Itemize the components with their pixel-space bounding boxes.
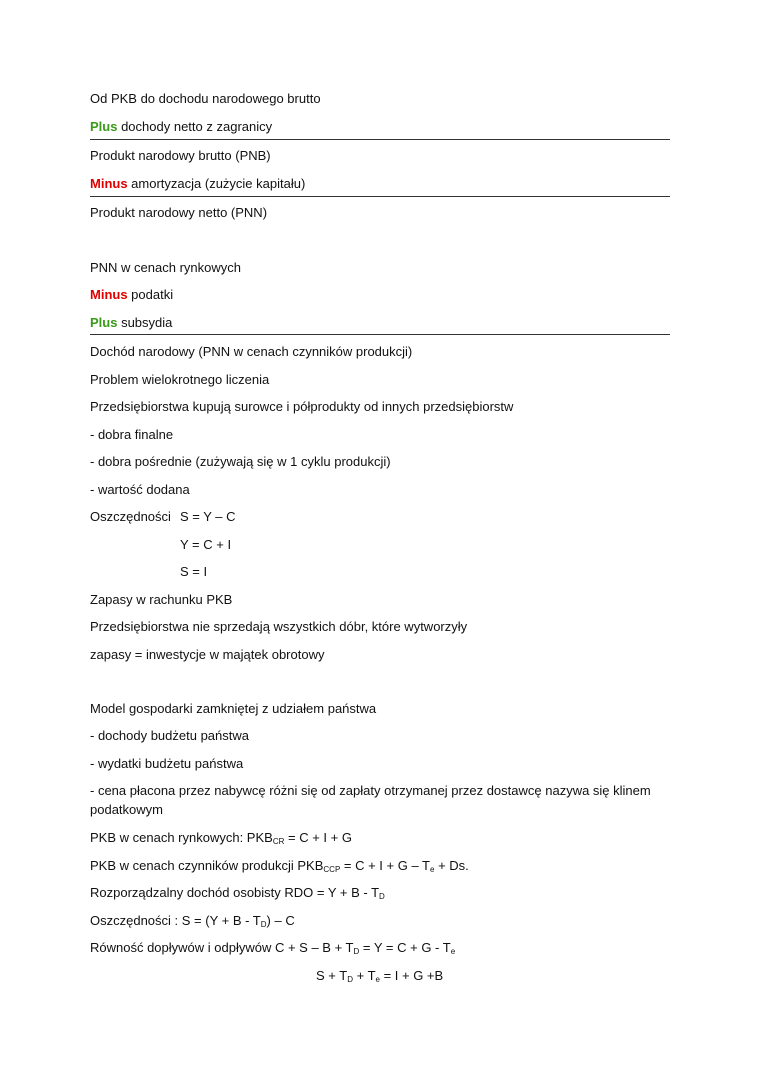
bullet-intermediate-goods: - dobra pośrednie (zużywają się w 1 cyklu produkcji) (90, 454, 391, 469)
plus-keyword: Plus (90, 119, 118, 134)
pkb-factor-prices: PKB w cenach czynników produkcji $PKB_{CCP} = C + I + G - T_e + Ds$. (90, 858, 469, 874)
disposable-income: Rozporządzalny dochód osobisty RDO = $Y + B - T_D$ (90, 885, 385, 901)
savings-label: Oszczędności (90, 509, 171, 524)
multiple-counting-line: Problem wielokrotnego liczenia (90, 372, 270, 387)
divider (90, 139, 670, 140)
line-text: podatki (127, 287, 174, 302)
stocks-title: Zapasy w rachunku PKB (90, 592, 233, 607)
divider (90, 196, 670, 197)
pnn-line: Produkt narodowy netto (PNN) (90, 205, 268, 220)
equation-s-i: S = I (180, 564, 208, 579)
plus-net-income-line (90, 119, 272, 135)
bullet-final-goods: - dobra finalne (90, 427, 174, 442)
bullet-budget-revenue: - dochody budżetu państwa (90, 728, 249, 743)
pnn-market-line: PNN w cenach rynkowych (90, 260, 241, 275)
minus-depreciation-line (90, 176, 305, 192)
minus-taxes-line (90, 287, 173, 303)
bullet-budget-expenses: - wydatki budżetu państwa (90, 756, 244, 771)
savings-equation: Oszczędności : $S = (Y + B - T_D) - C$ (90, 913, 295, 929)
pnb-line: Produkt narodowy brutto (PNB) (90, 148, 271, 163)
line-text: amortyzacja (zużycie kapitału) (127, 176, 306, 191)
stocks-description: Przedsiębiorstwa nie sprzedają wszystkich dóbr, które wytworzyły (90, 619, 468, 634)
line-text: subsydia (117, 315, 173, 330)
bullet-value-added: - wartość dodana (90, 482, 190, 497)
plus-keyword: Plus (90, 315, 118, 330)
line-text: dochody netto z zagranicy (117, 119, 273, 134)
inflow-outflow-equality: Równość dopływów i odpływów $C + S - B + T_D = Y = C + G - T_e$ (90, 940, 456, 956)
national-income-line: Dochód narodowy (PNN w cenach czynników produkcji) (90, 344, 413, 359)
minus-keyword: Minus (90, 176, 128, 191)
minus-keyword: Minus (90, 287, 128, 302)
bullet-tax-wedge: - cena płacona przez nabywcę różni się od zapłaty otrzymanej przez dostawcę nazywa się klinem podatkowym (90, 783, 651, 817)
equation-s-y-c: S = Y – C (180, 509, 236, 524)
plus-subsidies-line (90, 315, 172, 331)
pkb-market-prices: PKB w cenach rynkowych: $PKB_{CR} = C + I + G$ (90, 830, 352, 846)
inflow-outflow-equality-2: $S + T_D + T_e = I + G +B$ (316, 968, 444, 984)
closed-economy-model-title: Model gospodarki zamkniętej z udziałem państwa (90, 701, 377, 716)
equation-y-c-i: Y = C + I (180, 537, 232, 552)
firms-line: Przedsiębiorstwa kupują surowce i półprodukty od innych przedsiębiorstw (90, 399, 514, 414)
section-title: Od PKB do dochodu narodowego brutto (90, 91, 321, 106)
divider (90, 334, 670, 335)
stocks-equation: zapasy = inwestycje w majątek obrotowy (90, 647, 325, 662)
